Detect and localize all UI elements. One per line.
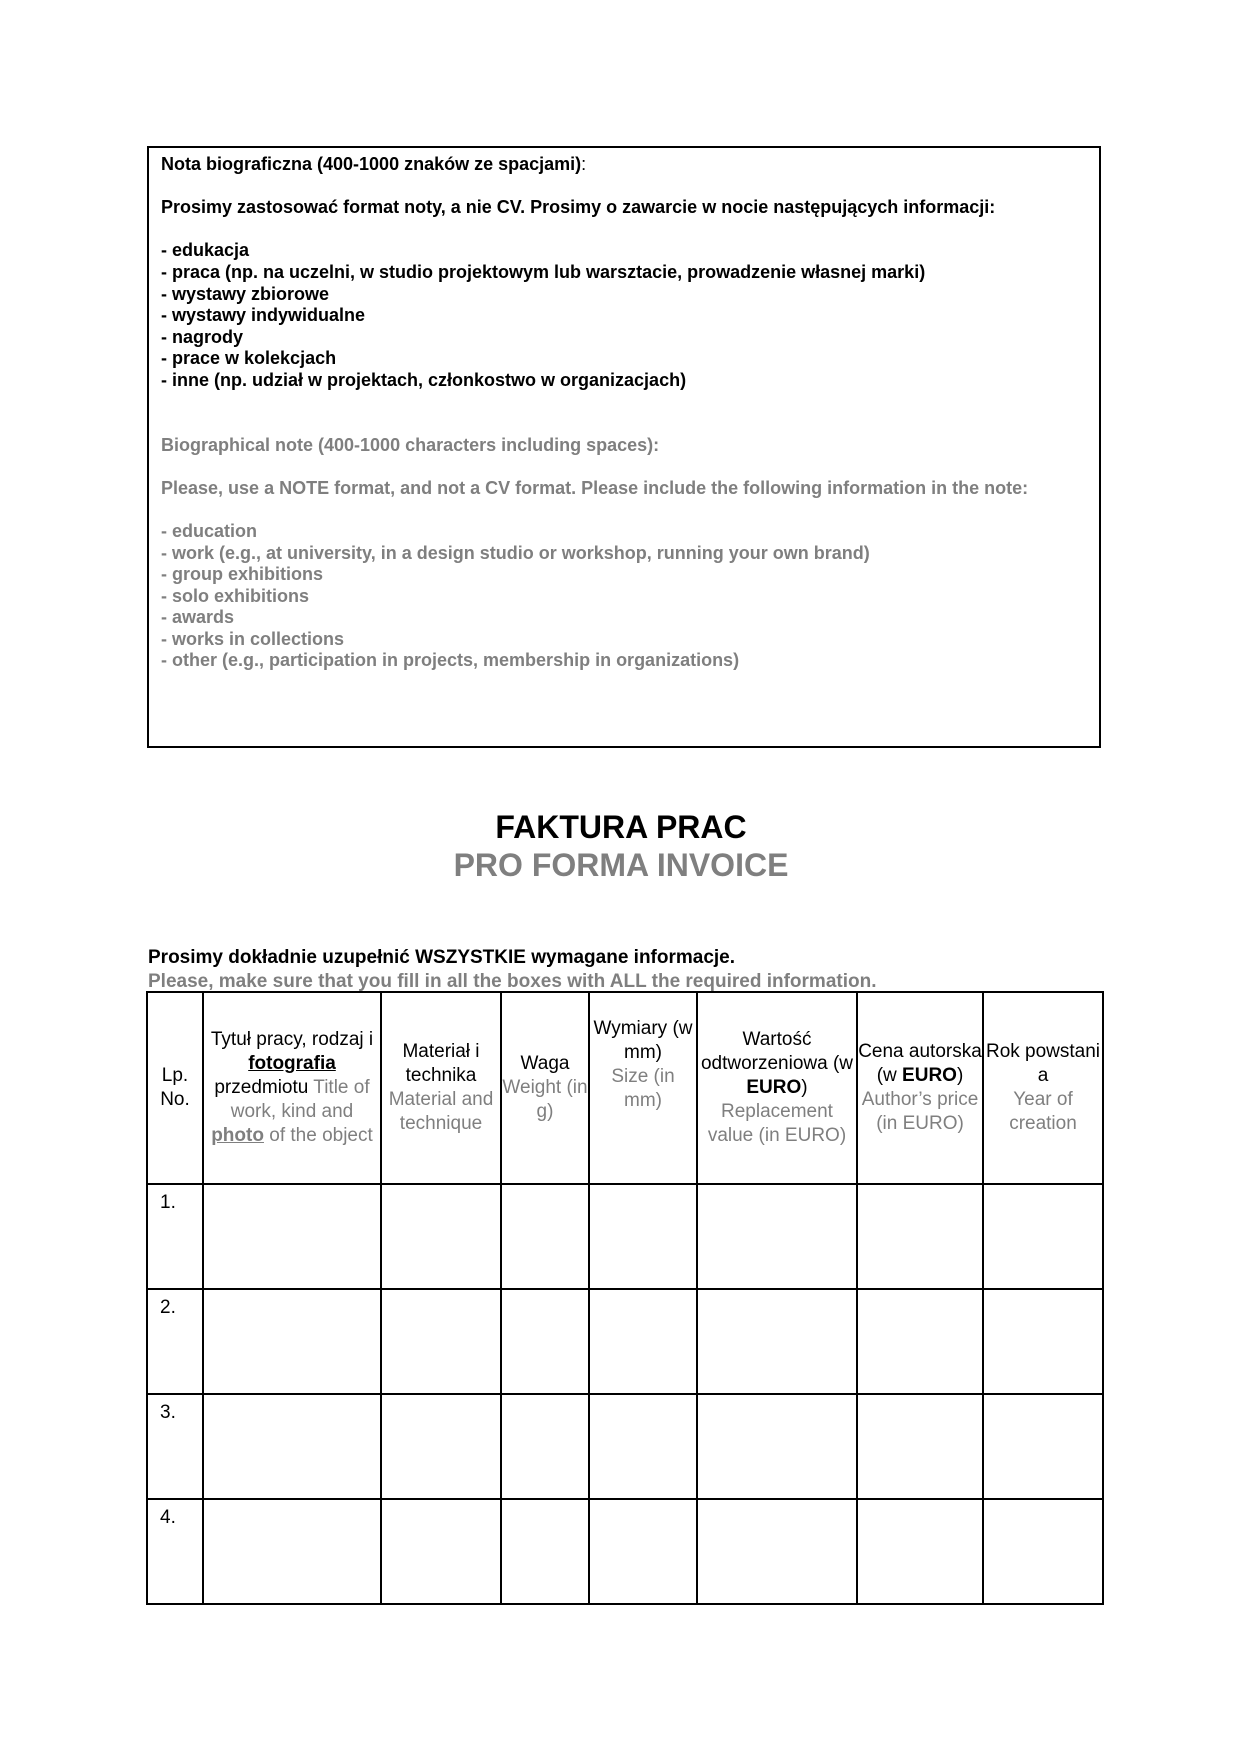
year-cell[interactable] [983, 1289, 1103, 1394]
table-header-row [147, 992, 1103, 1184]
list-item: - nagrody [161, 326, 244, 347]
row-number: 4. [147, 1499, 203, 1604]
row-number: 2. [147, 1289, 203, 1394]
list-item: - education [161, 520, 258, 541]
invoice-table [146, 991, 1104, 1605]
weight-cell[interactable] [501, 1289, 589, 1394]
weight-cell[interactable] [501, 1184, 589, 1289]
header-replacement: Wartość odtworzeniowa (w EURO) Replacement value (in EURO) [697, 992, 857, 1184]
instructions-pl: Prosimy dokładnie uzupełnić WSZYSTKIE wymagane informacje. [148, 947, 736, 968]
replacement-cell[interactable] [697, 1184, 857, 1289]
header-year: Rok powstani a Year of creation [983, 992, 1103, 1184]
header-title: Tytuł pracy, rodzaj i fotografia przedmiotu Title of work, kind and photo of the object [203, 992, 381, 1184]
table-row [147, 1394, 1103, 1499]
header-material: Materiał i technika Material and technique [381, 992, 501, 1184]
weight-cell[interactable] [501, 1499, 589, 1604]
list-item: - prace w kolekcjach [161, 348, 337, 369]
title-cell[interactable] [203, 1499, 381, 1604]
list-item: - praca (np. na uczelni, w studio projektowym lub warsztacie, prowadzenie własnej marki) [161, 261, 926, 282]
header-size: Wymiary (w mm) Size (in mm) [589, 992, 697, 1184]
invoice-title [0, 808, 1242, 884]
bio-format-pl: Prosimy zastosować format noty, a nie CV. Prosimy o zawarcie w nocie następujących informacji: [161, 197, 996, 218]
list-item: - group exhibitions [161, 564, 323, 585]
replacement-cell[interactable] [697, 1499, 857, 1604]
replacement-cell[interactable] [697, 1289, 857, 1394]
list-item: - solo exhibitions [161, 585, 310, 606]
material-cell[interactable] [381, 1289, 501, 1394]
table-row [147, 1184, 1103, 1289]
material-cell[interactable] [381, 1394, 501, 1499]
header-weight: Waga Weight (in g) [501, 992, 589, 1184]
instructions [148, 946, 877, 994]
list-item: - works in collections [161, 628, 345, 649]
list-item: - work (e.g., at university, in a design studio or workshop, running your own brand) [161, 542, 870, 563]
table-row [147, 1289, 1103, 1394]
bio-note-box[interactable] [147, 146, 1101, 748]
title-cell[interactable] [203, 1184, 381, 1289]
list-item: - edukacja [161, 240, 250, 261]
material-cell[interactable] [381, 1184, 501, 1289]
list-item: - wystawy indywidualne [161, 305, 366, 326]
instructions-en: Please, make sure that you fill in all the boxes with ALL the required information. [148, 971, 877, 992]
title-en: PRO FORMA INVOICE [453, 847, 789, 883]
title-cell[interactable] [203, 1289, 381, 1394]
list-item: - awards [161, 607, 235, 628]
row-number: 1. [147, 1184, 203, 1289]
size-cell[interactable] [589, 1184, 697, 1289]
bio-items-pl [161, 240, 1087, 391]
table-row [147, 1499, 1103, 1604]
list-item: - inne (np. udział w projektach, członkostwo w organizacjach) [161, 369, 687, 390]
size-cell[interactable] [589, 1499, 697, 1604]
bio-format-en: Please, use a NOTE format, and not a CV format. Please include the following information in the note: [161, 477, 1029, 498]
price-cell[interactable] [857, 1289, 983, 1394]
material-cell[interactable] [381, 1499, 501, 1604]
weight-cell[interactable] [501, 1394, 589, 1499]
year-cell[interactable] [983, 1499, 1103, 1604]
price-cell[interactable] [857, 1184, 983, 1289]
row-number: 3. [147, 1394, 203, 1499]
title-pl: FAKTURA PRAC [495, 809, 747, 845]
price-cell[interactable] [857, 1499, 983, 1604]
list-item: - other (e.g., participation in projects, membership in organizations) [161, 650, 740, 671]
year-cell[interactable] [983, 1184, 1103, 1289]
size-cell[interactable] [589, 1289, 697, 1394]
title-cell[interactable] [203, 1394, 381, 1499]
year-cell[interactable] [983, 1394, 1103, 1499]
bio-items-en [161, 521, 1087, 672]
header-price: Cena autorska (w EURO) Author’s price (in EURO) [857, 992, 983, 1184]
bio-heading-pl: Nota biograficzna (400-1000 znaków ze spacjami): [161, 154, 587, 174]
list-item: - wystawy zbiorowe [161, 283, 330, 304]
replacement-cell[interactable] [697, 1394, 857, 1499]
header-lp: Lp. No. [147, 992, 203, 1184]
bio-heading-en: Biographical note (400-1000 characters including spaces): [161, 434, 660, 455]
size-cell[interactable] [589, 1394, 697, 1499]
price-cell[interactable] [857, 1394, 983, 1499]
